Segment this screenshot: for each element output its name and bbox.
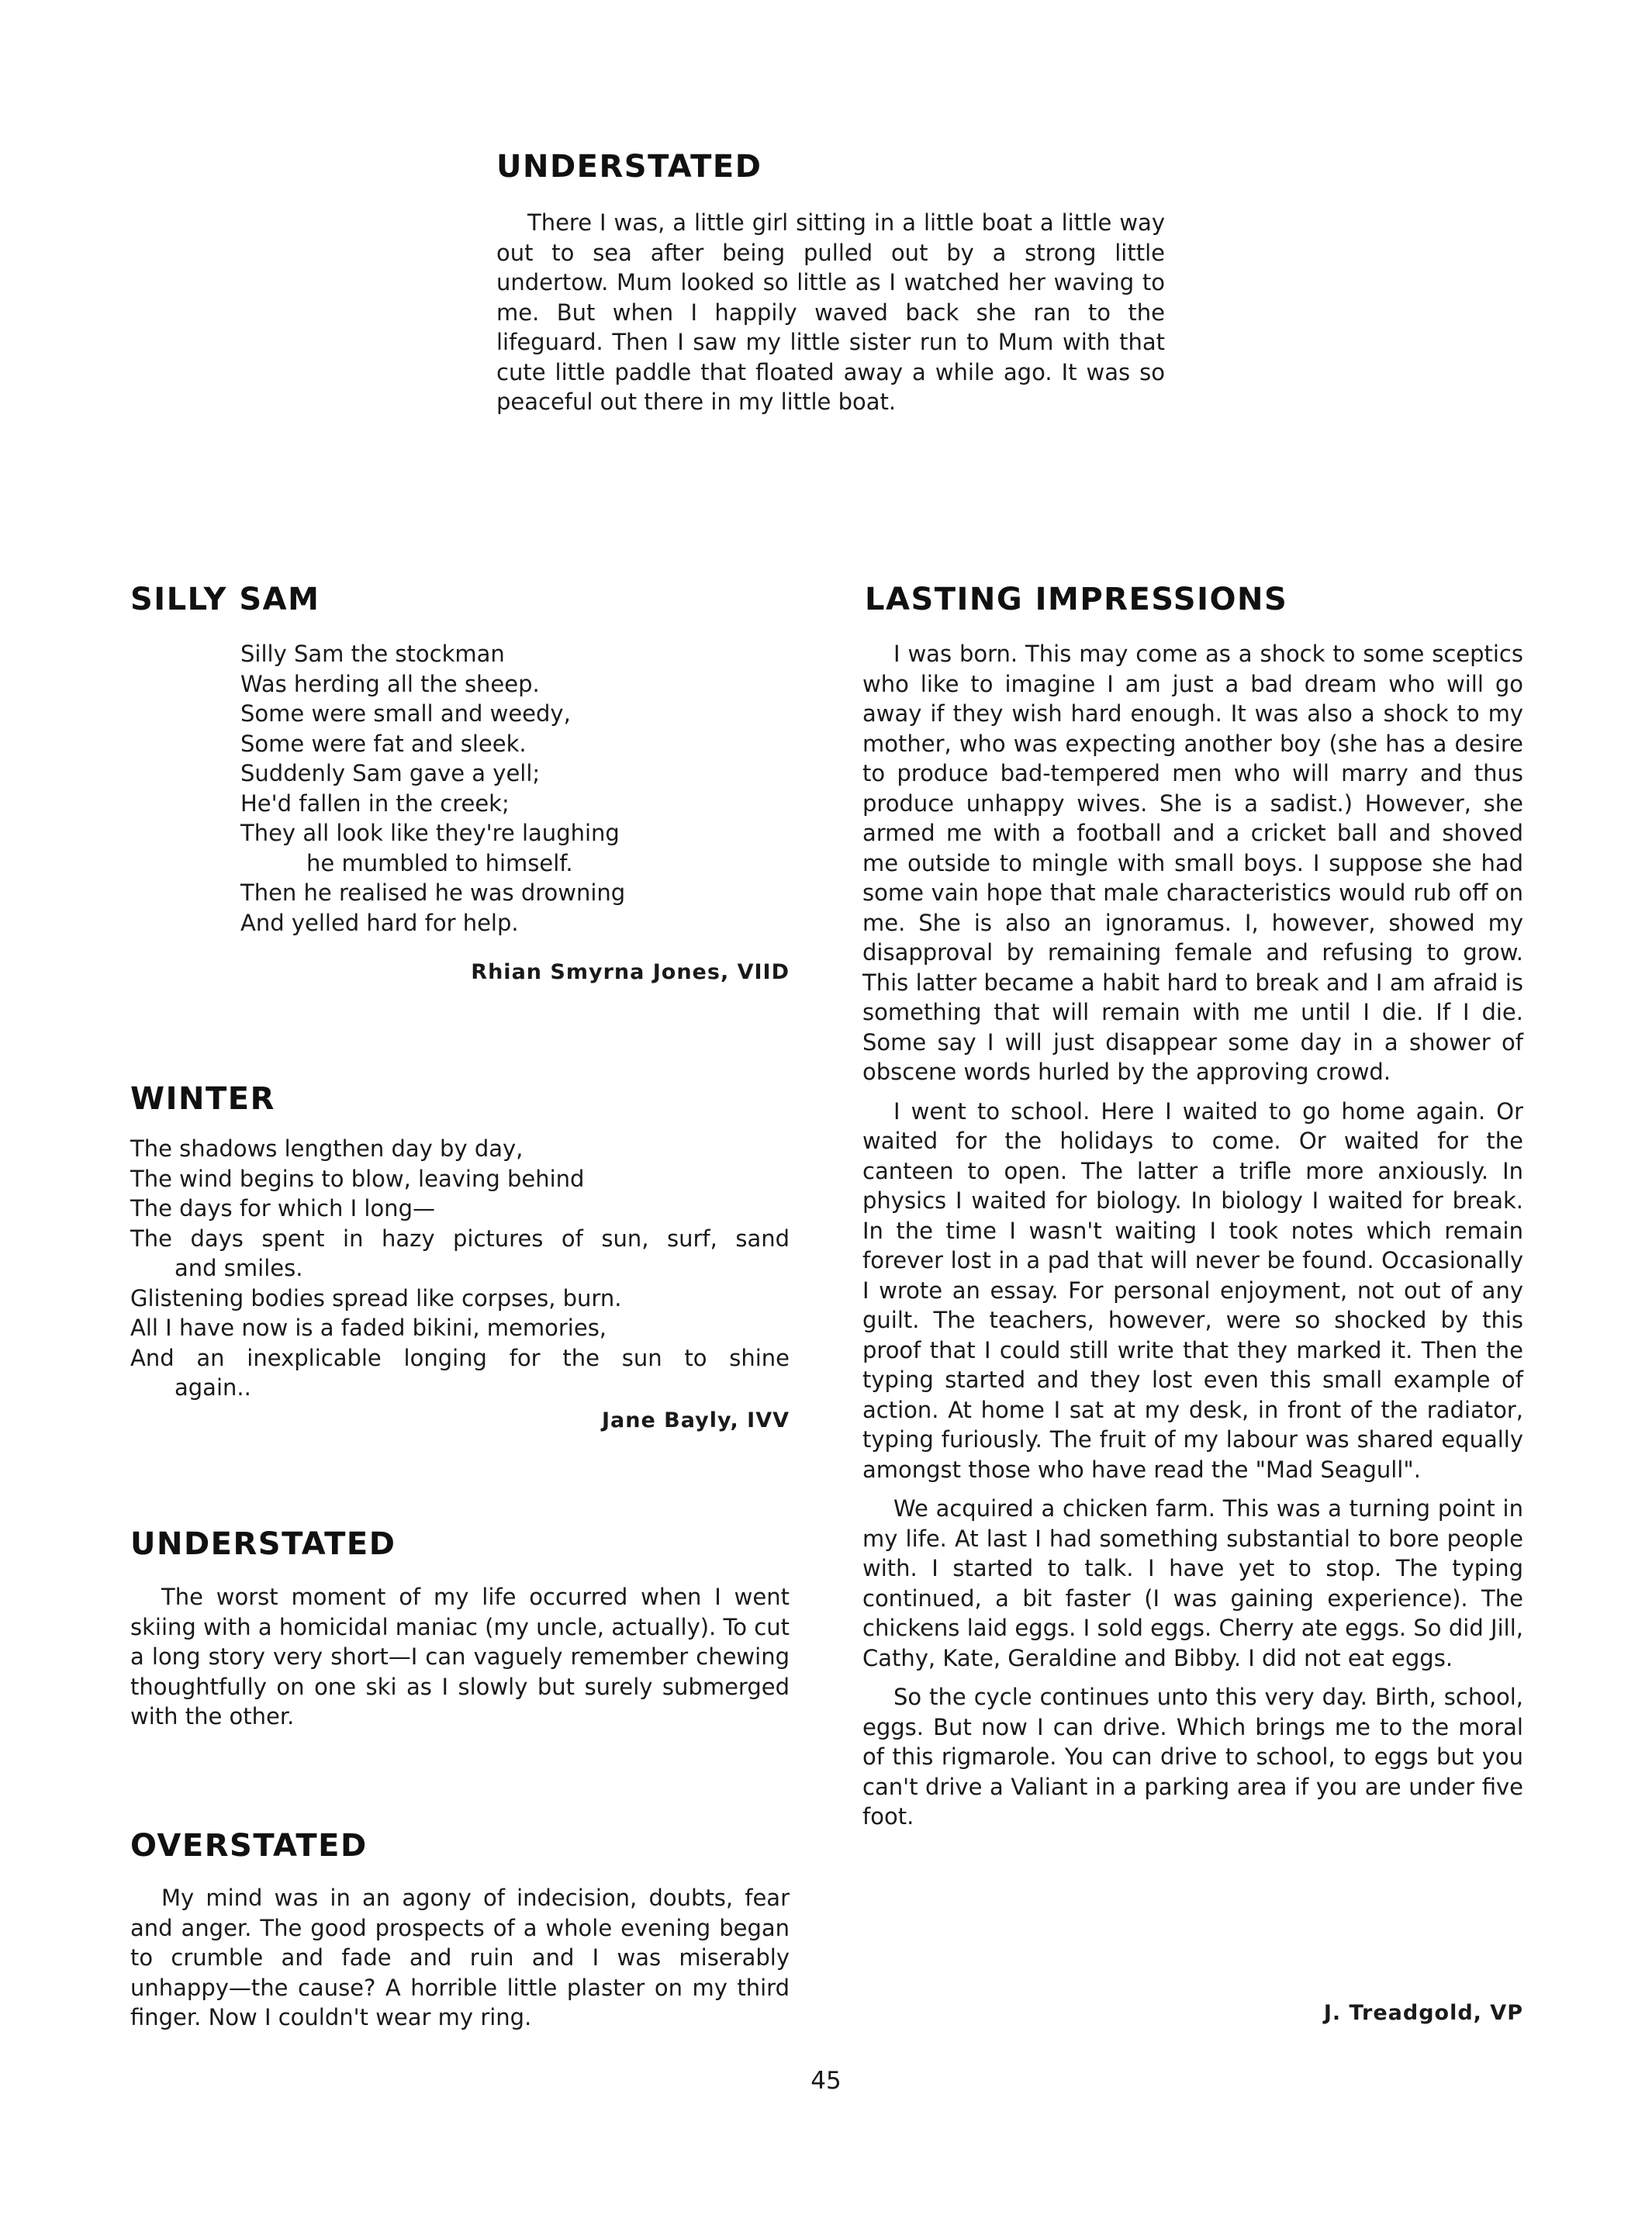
poem-line: They all look like they're laughing	[240, 820, 620, 846]
poem-line: Some were small and weedy,	[240, 700, 571, 727]
silly-sam-title: SILLY SAM	[130, 582, 320, 617]
paragraph: I was born. This may come as a shock to some sceptics who like to imagine I am just a bad dream who will go away if they wish hard enough. It was also a shock to my mother, who was expecting another boy (she has a desire to produce bad-tempered men who will marry and thus produce unhappy wives. She is a sadist.) However, she armed me with a football and a cricket ball and shoved me outside to mingle with small boys. I suppose she had some vain hope that male characteristics would rub off on me. She is also an ignoramus. I, however, showed my disapproval by remaining female and refusing to grow. This latter became a habit hard to break and I am afraid is something that will remain with me until I die. If I die. Some say I will just disappear some day in a shower of obscene words hurled by the approving crowd.	[862, 641, 1523, 1085]
silly-sam-poem	[240, 639, 625, 938]
winter-title: WINTER	[130, 1081, 275, 1117]
lasting-impressions-title: LASTING IMPRESSIONS	[865, 582, 1288, 617]
poem-line: Silly Sam the stockman	[240, 641, 505, 667]
winter-poem	[130, 1134, 790, 1403]
understated-bottom-title: UNDERSTATED	[130, 1526, 396, 1562]
lasting-impressions-body	[862, 639, 1523, 1841]
poem-line: Glistening bodies spread like corpses, burn.	[130, 1284, 622, 1311]
poem-line: he mumbled to himself.	[306, 849, 573, 876]
paragraph: There I was, a little girl sitting in a little boat a little way out to sea after being pulled out by a strong little undertow. Mum looked so little as I watched her waving to me. But when I happily waved back she ran to the lifeguard. Then I saw my little sister run to Mum with that cute little paddle that floated away a while ago. It was so peaceful out there in my little boat.	[496, 209, 1165, 415]
poem-line: Suddenly Sam gave a yell;	[240, 760, 541, 786]
understated-top-body	[496, 208, 1165, 427]
overstated-body	[130, 1883, 790, 2042]
paragraph: My mind was in an agony of indecision, doubts, fear and anger. The good prospects of a whole evening began to crumble and fade and ruin and I was miserably unhappy—the cause? A horrible little plaster on my third finger. Now I couldn't wear my ring.	[130, 1885, 790, 2030]
poem-line: And yelled hard for help.	[240, 909, 519, 936]
overstated-title: OVERSTATED	[130, 1828, 368, 1864]
poem-line: The days spent in hazy pictures of sun, surf, sand	[130, 1225, 790, 1252]
poem-line: Was herding all the sheep.	[240, 670, 540, 697]
winter-author: Jane Bayly, IVV	[601, 1408, 790, 1432]
understated-top-title: UNDERSTATED	[496, 149, 762, 185]
paragraph: So the cycle continues unto this very day. Birth, school, eggs. But now I can drive. Which brings me to the moral of this rigmarole. You can drive to school, to eggs but you can't drive a Valiant in a parking area if you are under five foot.	[862, 1684, 1523, 1830]
poem-line: The wind begins to blow, leaving behind	[130, 1165, 585, 1192]
poem-line: The shadows lengthen day by day,	[130, 1135, 524, 1162]
poem-line: And an inexplicable longing for the sun to shine	[130, 1344, 790, 1371]
poem-line: He'd fallen in the creek;	[240, 790, 510, 817]
poem-line: and smiles.	[175, 1255, 303, 1281]
poem-line: Then he realised he was drowning	[240, 879, 626, 906]
paragraph: We acquired a chicken farm. This was a turning point in my life. At last I had something substantial to bore people with. I started to talk. I have yet to stop. The typing continued, a bit faster (I was gaining experience). The chickens laid eggs. I sold eggs. Cherry ate eggs. So did Jill, Cathy, Kate, Geraldine and Bibby. I did not eat eggs.	[862, 1495, 1523, 1671]
poem-line: All I have now is a faded bikini, memories,	[130, 1315, 607, 1341]
silly-sam-author: Rhian Smyrna Jones, VIID	[471, 960, 790, 984]
paragraph: I went to school. Here I waited to go home again. Or waited for the holidays to come. Or waited for the canteen to open. The latter a trifle more anxiously. In physics I waited for biology. In biology I waited for break. In the time I wasn't waiting I took notes which remain forever lost in a pad that will never be found. Occasionally I wrote an essay. For personal enjoyment, not out of any guilt. The teachers, however, were so shocked by this proof that I could still write that they marked it. Then the typing started and they lost even this small example of action. At home I sat at my desk, in front of the radiator, typing furiously. The fruit of my labour was shared equally amongst those who have read the "Mad Seagull".	[862, 1097, 1523, 1483]
page-number: 45	[810, 2067, 842, 2095]
poem-line: The days for which I long—	[130, 1195, 435, 1222]
poem-line: Some were fat and sleek.	[240, 730, 527, 757]
understated-bottom-body	[130, 1582, 790, 1741]
paragraph: The worst moment of my life occurred when I went skiing with a homicidal maniac (my uncle, actually). To cut a long story very short—I can vaguely remember chewing thoughtfully on one ski as I slowly but surely submerged with the other.	[130, 1584, 790, 1730]
lasting-impressions-author: J. Treadgold, VP	[1323, 2001, 1523, 2025]
poem-line: again..	[175, 1374, 251, 1401]
